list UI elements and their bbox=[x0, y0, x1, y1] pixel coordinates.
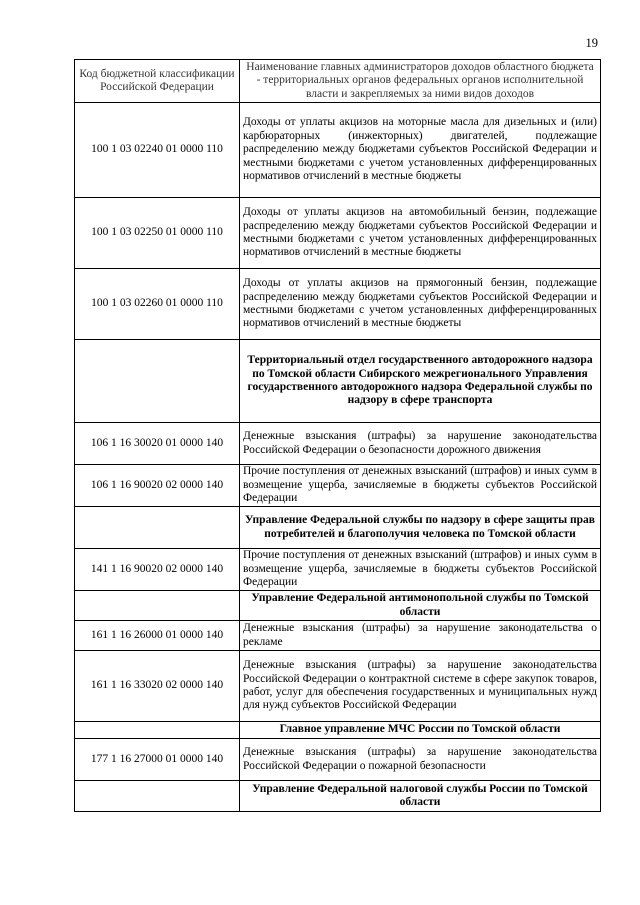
budget-code-cell: 177 1 16 27000 01 0000 140 bbox=[75, 739, 240, 781]
budget-code-cell bbox=[75, 781, 240, 812]
section-heading-row bbox=[75, 340, 601, 423]
page-number: 19 bbox=[585, 36, 598, 50]
budget-code-cell bbox=[75, 591, 240, 621]
revenue-description-cell: Денежные взыскания (штрафы) за нарушение законодательства Российской Федерации о пожарной безопасности bbox=[240, 739, 601, 781]
table-header-row bbox=[75, 60, 601, 103]
budget-codes-table bbox=[74, 59, 601, 812]
revenue-description-cell: Денежные взыскания (штрафы) за нарушение законодательства Российской Федерации о безопасности дорожного движения bbox=[240, 423, 601, 465]
administrator-name-cell: Территориальный отдел государственного автодорожного надзора по Томской области Сибирского межрегионального Управления государственного автодорожного надзора Федеральной службы по надзору в сфере транспорта bbox=[240, 340, 601, 423]
administrator-name-cell: Управление Федеральной антимонопольной службы по Томской области bbox=[240, 591, 601, 621]
budget-code-cell: 100 1 03 02250 01 0000 110 bbox=[75, 198, 240, 269]
table-row bbox=[75, 739, 601, 781]
table-row bbox=[75, 465, 601, 507]
budget-code-cell: 161 1 16 26000 01 0000 140 bbox=[75, 621, 240, 651]
revenue-description-cell: Денежные взыскания (штрафы) за нарушение законодательства Российской Федерации о контрактной системе в сфере закупок товаров, работ, услуг для обеспечения государственных и муниципальных нужд для нужд субъектов Российской Федерации bbox=[240, 651, 601, 722]
revenue-description-cell: Доходы от уплаты акцизов на прямогонный бензин, подлежащие распределению между бюджетами субъектов Российской Федерации и местными бюджетами с учетом установленных дифференцированных нормативов отчислений в местные бюджеты bbox=[240, 269, 601, 340]
administrator-name-cell: Управление Федеральной службы по надзору в сфере защиты прав потребителей и благополучия человека по Томской области bbox=[240, 507, 601, 549]
section-heading-row bbox=[75, 591, 601, 621]
revenue-description-cell: Прочие поступления от денежных взысканий (штрафов) и иных сумм в возмещение ущерба, зачисляемые в бюджеты субъектов Российской Федерации bbox=[240, 549, 601, 591]
section-heading-row bbox=[75, 781, 601, 812]
section-heading-row bbox=[75, 722, 601, 739]
header-code: Код бюджетной классификации Российской Федерации bbox=[75, 60, 240, 103]
revenue-description-cell: Денежные взыскания (штрафы) за нарушение законодательства о рекламе bbox=[240, 621, 601, 651]
table-row bbox=[75, 621, 601, 651]
budget-code-cell: 106 1 16 30020 01 0000 140 bbox=[75, 423, 240, 465]
revenue-description-cell: Доходы от уплаты акцизов на автомобильный бензин, подлежащие распределению между бюджетами субъектов Российской Федерации и местными бюджетами с учетом установленных дифференцированных нормативов отчислений в местные бюджеты bbox=[240, 198, 601, 269]
table-row bbox=[75, 651, 601, 722]
table-row bbox=[75, 103, 601, 198]
section-heading-row bbox=[75, 507, 601, 549]
budget-code-cell: 161 1 16 33020 02 0000 140 bbox=[75, 651, 240, 722]
budget-code-cell: 141 1 16 90020 02 0000 140 bbox=[75, 549, 240, 591]
administrator-name-cell: Управление Федеральной налоговой службы России по Томской области bbox=[240, 781, 601, 812]
table-row bbox=[75, 269, 601, 340]
budget-code-cell bbox=[75, 507, 240, 549]
header-name: Наименование главных администраторов доходов областного бюджета - территориальных органов федеральных органов исполнительной власти и закрепляемых за ними видов доходов bbox=[240, 60, 601, 103]
budget-code-cell bbox=[75, 340, 240, 423]
table-row bbox=[75, 549, 601, 591]
table-row bbox=[75, 198, 601, 269]
budget-code-cell: 100 1 03 02260 01 0000 110 bbox=[75, 269, 240, 340]
budget-code-cell: 100 1 03 02240 01 0000 110 bbox=[75, 103, 240, 198]
administrator-name-cell: Главное управление МЧС России по Томской области bbox=[240, 722, 601, 739]
revenue-description-cell: Доходы от уплаты акцизов на моторные масла для дизельных и (или) карбюраторных (инжекторных) двигателей, подлежащие распределению между бюджетами субъектов Российской Федерации и местными бюджетами с учетом установленных дифференцированных нормативов отчислений в местные бюджеты bbox=[240, 103, 601, 198]
budget-code-cell: 106 1 16 90020 02 0000 140 bbox=[75, 465, 240, 507]
revenue-description-cell: Прочие поступления от денежных взысканий (штрафов) и иных сумм в возмещение ущерба, зачисляемые в бюджеты субъектов Российской Федерации bbox=[240, 465, 601, 507]
table-row bbox=[75, 423, 601, 465]
budget-code-cell bbox=[75, 722, 240, 739]
